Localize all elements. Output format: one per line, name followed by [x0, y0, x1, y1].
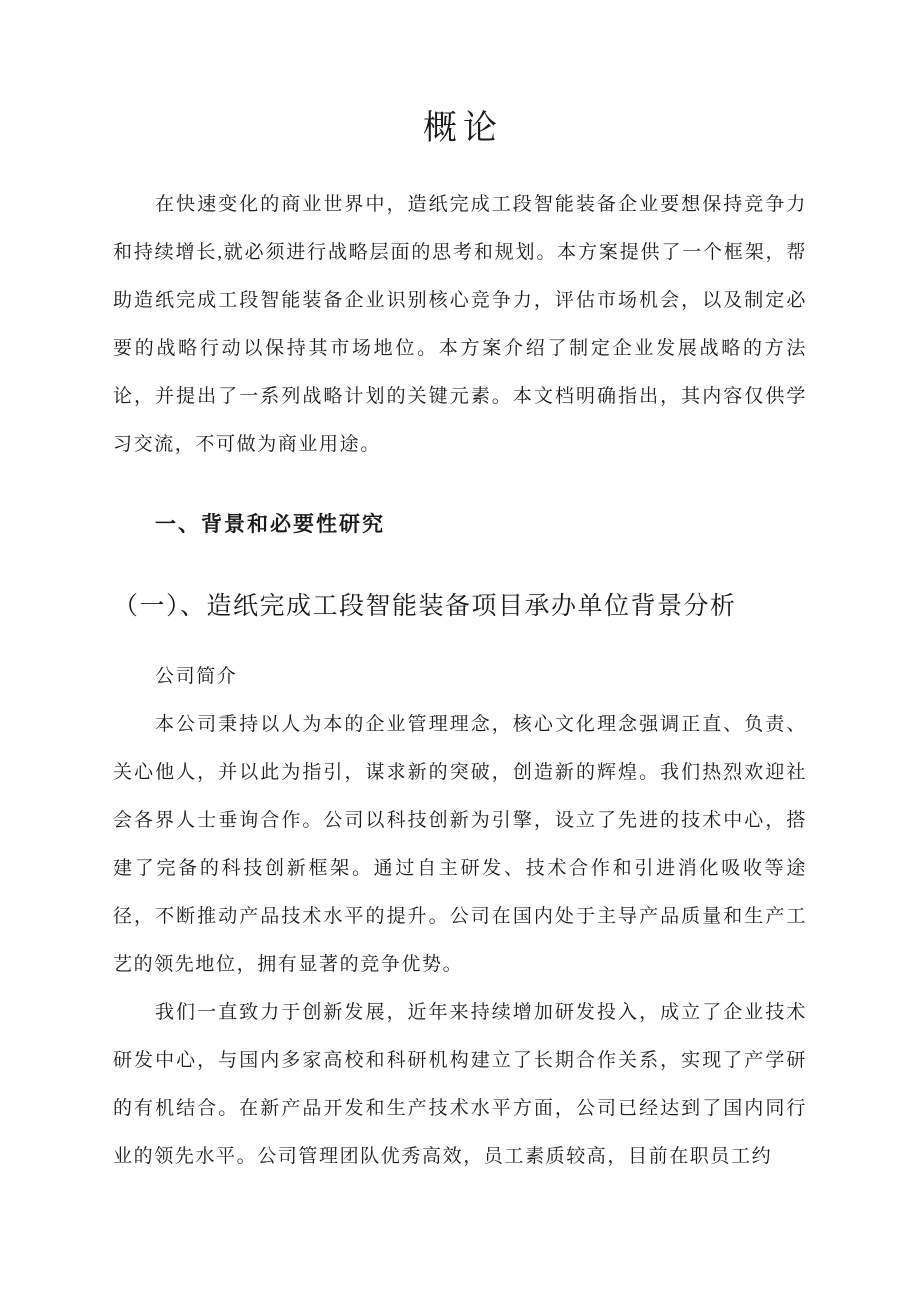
subsection-heading: （一）、造纸完成工段智能装备项目承办单位背景分析	[113, 593, 737, 620]
section-heading: 一、背景和必要性研究	[155, 513, 385, 536]
company-profile-label: 公司简介	[155, 666, 238, 687]
intro-paragraph: 在快速变化的商业世界中，造纸完成工段智能装备企业要想保持竞争力和持续增长,就必须进行战略层面的思考和规划。本方案提供了一个框架，帮助造纸完成工段智能装备企业识别核心竞争力，评估市场机会，以及制定必要的战略行动以保持其市场地位。本方案介绍了制定企业发展战略的方法论，并提出了一系列战略计划的关键元素。本文档明确指出，其内容仅供学习交流，不可做为商业用途。	[113, 194, 807, 455]
document-title: 概论	[423, 110, 503, 147]
company-profile-paragraph-2: 我们一直致力于创新发展，近年来持续增加研发投入，成立了企业技术研发中心，与国内多家高校和科研机构建立了长期合作关系，实现了产学研的有机结合。在新产品开发和生产技术水平方面，公司已经达到了国内同行业的领先水平。公司管理团队优秀高效，员工素质较高，目前在职员工约	[113, 1002, 807, 1167]
company-profile-paragraph-1: 本公司秉持以人为本的企业管理理念，核心文化理念强调正直、负责、关心他人，并以此为指引，谋求新的突破，创造新的辉煌。我们热烈欢迎社会各界人士垂询合作。公司以科技创新为引擎，设立了先进的技术中心，搭建了完备的科技创新框架。通过自主研发、技术合作和引进消化吸收等途径，不断推动产品技术水平的提升。公司在国内处于主导产品质量和生产工艺的领先地位，拥有显著的竞争优势。	[113, 714, 807, 975]
